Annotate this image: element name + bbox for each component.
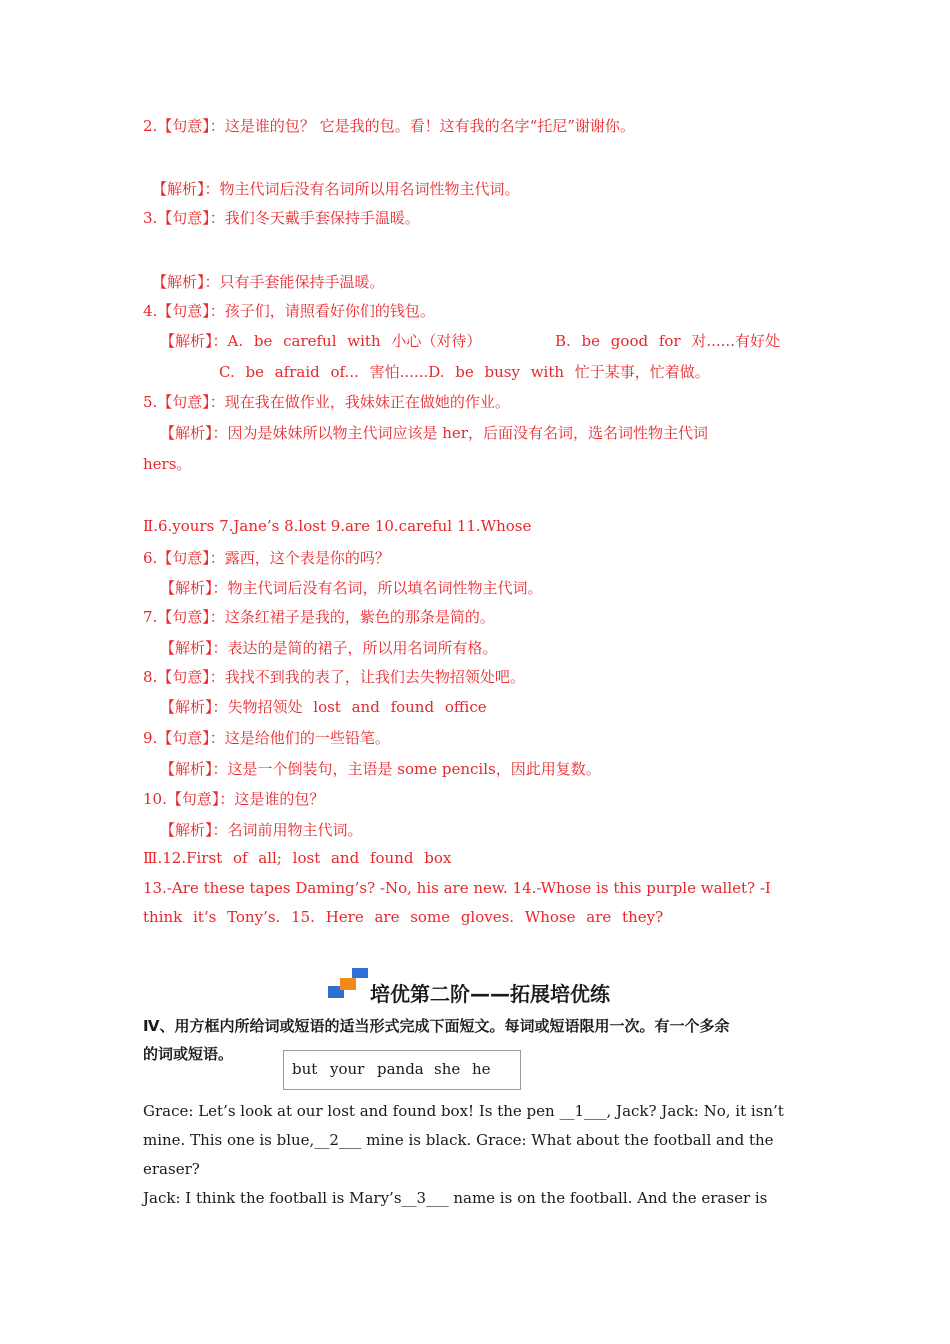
q9-sentence: 9.【句意】：这是给他们的一些铅笔。 xyxy=(143,729,390,747)
q10-analysis: 【解析】：名词前用物主代词。 xyxy=(160,821,363,839)
q6-analysis: 【解析】：物主代词后没有名词，所以填名词性物主代词。 xyxy=(160,579,543,597)
part3-line1: Ⅲ.12.First of all; lost and found box xyxy=(143,849,452,867)
word-box-item: your xyxy=(330,1060,365,1078)
word-box xyxy=(283,1050,521,1090)
q5-analysis-2: hers。 xyxy=(143,455,192,473)
q10-sentence: 10.【句意】：这是谁的包？ xyxy=(143,790,325,808)
word-box-item: but xyxy=(292,1060,318,1078)
q4-sentence: 4.【句意】：孩子们，请照看好你们的钱包。 xyxy=(143,302,435,320)
q8-sentence: 8.【句意】：我找不到我的表了，让我们去失物招领处吧。 xyxy=(143,668,525,686)
q7-analysis: 【解析】：表达的是简的裙子，所以用名词所有格。 xyxy=(160,639,498,657)
part3-line3: think it’s Tony’s. 15. Here are some gloves. Whose are they? xyxy=(143,908,664,926)
word-box-item: he xyxy=(472,1060,491,1078)
q4-analysis-b: B. be good for 对......有好处 xyxy=(555,332,780,350)
passage-line-4: Jack: I think the football is Mary’s__3___ name is on the football. And the eraser is xyxy=(143,1189,768,1207)
passage-line-3: eraser? xyxy=(143,1160,200,1178)
q2-analysis: 【解析】：物主代词后没有名词所以用名词性物主代词。 xyxy=(152,180,520,198)
q9-analysis: 【解析】：这是一个倒装句，主语是 some pencils，因此用复数。 xyxy=(160,760,601,778)
passage-line-1: Grace: Let’s look at our lost and found box! Is the pen __1___, Jack? Jack: No, it isn’t xyxy=(143,1102,784,1120)
q3-analysis: 【解析】：只有手套能保持手温暖。 xyxy=(152,273,385,291)
word-box-item: panda xyxy=(377,1060,424,1078)
q6-sentence: 6.【句意】：露西，这个表是你的吗？ xyxy=(143,549,390,567)
q8-analysis: 【解析】：失物招领处 lost and found office xyxy=(160,698,487,716)
section-title: 培优第二阶——拓展培优练 xyxy=(370,982,610,1006)
q3-sentence: 3.【句意】：我们冬天戴手套保持手温暖。 xyxy=(143,209,420,227)
part2-answers: Ⅱ.6.yours 7.Jane’s 8.lost 9.are 10.careful 11.Whose xyxy=(143,517,532,535)
q7-sentence: 7.【句意】：这条红裙子是我的，紫色的那条是简的。 xyxy=(143,608,495,626)
q4-analysis-a: 【解析】：A. be careful with 小心（对待） xyxy=(160,332,482,350)
q5-analysis-1: 【解析】：因为是妹妹所以物主代词应该是 her，后面没有名词，选名词性物主代词 xyxy=(160,424,708,442)
q4-analysis-cd: C. be afraid of... 害怕......D. be busy with 忙于某事，忙着做。 xyxy=(219,363,710,381)
part4-instruction-2: 的词或短语。 xyxy=(143,1045,234,1063)
passage-line-2: mine. This one is blue,__2___ mine is black. Grace: What about the football and the xyxy=(143,1131,774,1149)
part4-instruction-1: Ⅳ、用方框内所给词或短语的适当形式完成下面短文。每词或短语限用一次。有一个多余 xyxy=(143,1017,730,1035)
stairs-logo-icon xyxy=(328,966,370,1002)
q5-sentence: 5.【句意】：现在我在做作业，我妹妹正在做她的作业。 xyxy=(143,393,510,411)
q2-sentence: 2.【句意】：这是谁的包？ 它是我的包。看！这有我的名字“托尼”谢谢你。 xyxy=(143,117,635,135)
word-box-item: she xyxy=(434,1060,461,1078)
part3-line2: 13.-Are these tapes Daming’s? -No, his are new. 14.-Whose is this purple wallet? -I xyxy=(143,879,771,897)
